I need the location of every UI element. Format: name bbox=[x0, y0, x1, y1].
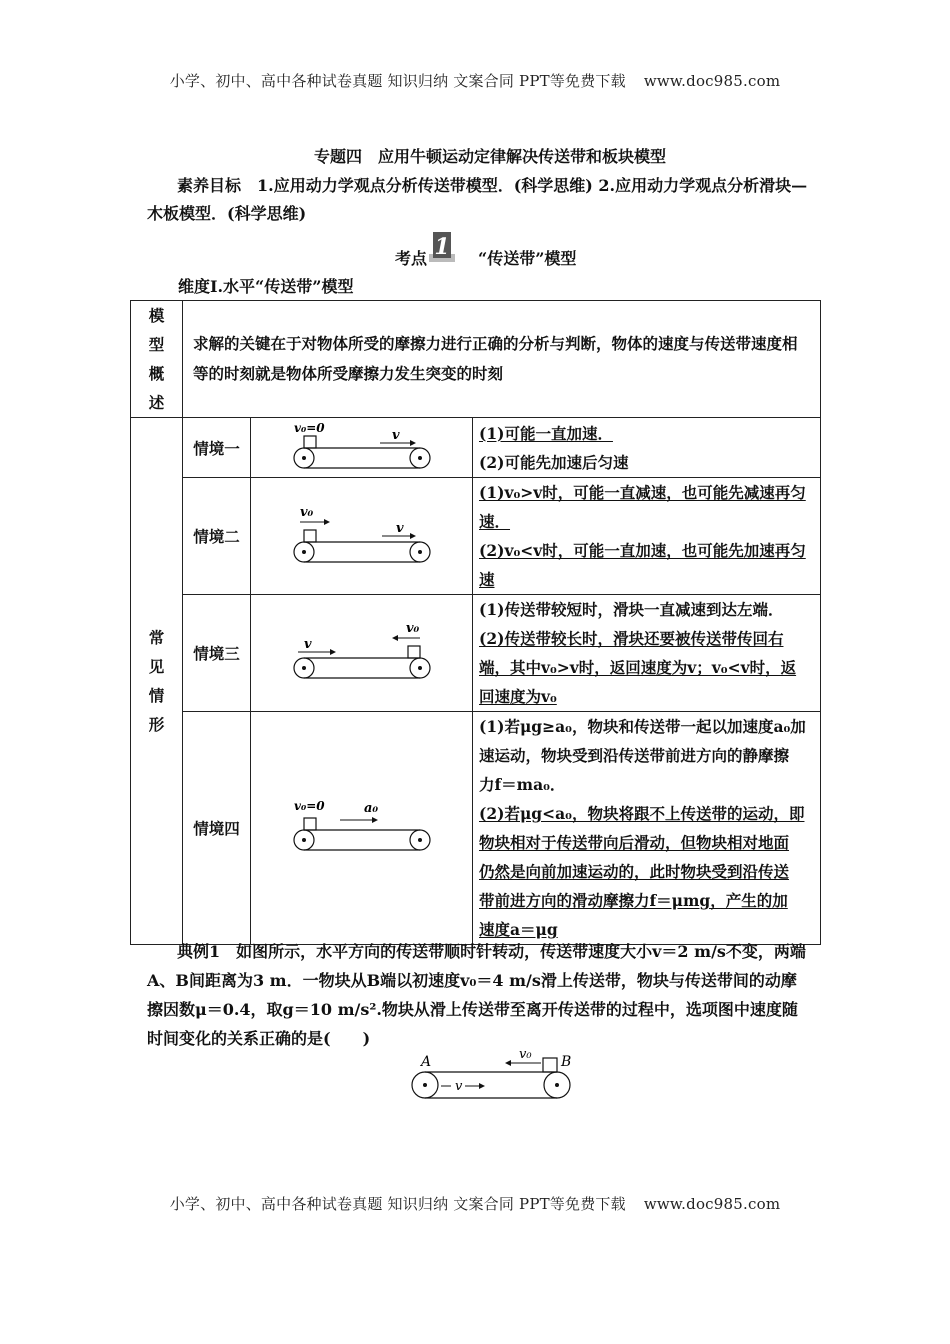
learning-goals: 素养目标 1.应用动力学观点分析传送带模型．(科学思维) 2.应用动力学观点分析滑块—木板模型．(科学思维) bbox=[147, 176, 808, 223]
scenario-name: 情境二 bbox=[183, 478, 251, 595]
scenario-text: (1)若μg≥a₀，物块和传送带一起以加速度a₀加 速运动，物块受到沿传送带前进方向的静摩擦 力f＝ma₀． (2)若μg<a₀，物块将跟不上传送带的运动，即 物块相对于传送带向后滑动，但物块相对地面 仍然是向前加速运动的，此时物块受到沿传送 带前进方向的滑动摩擦力f＝μmg，产生的加 速度a＝μg bbox=[473, 712, 821, 945]
scenario-row bbox=[131, 712, 821, 945]
weidu-heading: 维度Ⅰ.水平“传送带”模型 bbox=[178, 277, 354, 296]
example-question: 典例1 如图所示，水平方向的传送带顺时针转动，传送带速度大小v＝2 m/s不变，两端A、B间距离为3 m．一物块从B端以初速度v₀＝4 m/s滑上传送带，物块与传送带间的动摩擦因数μ＝0.4，取g＝10 m/s².物块从滑上传送带至离开传送带的过程中，选项图中速度随时间变化的关系正确的是( ) bbox=[147, 942, 806, 1048]
belt-velocity-label: v bbox=[395, 521, 404, 536]
block bbox=[304, 818, 316, 830]
arrow-right-icon bbox=[410, 533, 416, 539]
scenario-figure bbox=[251, 418, 473, 478]
acceleration-label: a₀ bbox=[363, 801, 378, 816]
end-a-label: A bbox=[421, 1054, 432, 1070]
arrow-right-icon bbox=[324, 519, 330, 525]
page-footer bbox=[0, 1193, 950, 1214]
kaodian-number-badge bbox=[427, 232, 455, 264]
scenario-name: 情境一 bbox=[183, 418, 251, 478]
arrow-right-icon bbox=[330, 649, 336, 655]
scenario-text: (1)传送带较短时，滑块一直减速到达左端． (2)传送带较长时，滑块还要被传送带传回右 端，其中v₀>v时，返回速度为v；v₀<v时，返 回速度为v₀ bbox=[473, 595, 821, 712]
arrow-right-icon bbox=[410, 440, 416, 446]
kaodian-number: 1 bbox=[434, 234, 450, 260]
kaodian-prefix: 考点 bbox=[395, 249, 428, 268]
arrow-left-icon bbox=[505, 1060, 511, 1066]
belt-velocity-label: v bbox=[455, 1079, 463, 1094]
end-b-label: B bbox=[561, 1054, 572, 1070]
common-label: 常 见 情 形 bbox=[131, 418, 183, 945]
page-header bbox=[0, 70, 950, 91]
belt-velocity-label: v bbox=[303, 637, 312, 652]
scenario-figure bbox=[251, 595, 473, 712]
conveyor-diagram-3 bbox=[292, 620, 432, 682]
scenario-row bbox=[131, 478, 821, 595]
arrow-right-icon bbox=[372, 817, 378, 823]
scenario-figure bbox=[251, 478, 473, 595]
scenario-row bbox=[131, 595, 821, 712]
v0-zero-label: v₀=0 bbox=[293, 799, 325, 813]
conveyor-model-table bbox=[130, 300, 821, 945]
footer-text: 小学、初中、高中各种试卷真题 知识归纳 文案合同 PPT等免费下载 bbox=[169, 1195, 626, 1213]
arrow-right-icon bbox=[479, 1083, 485, 1089]
overview-row bbox=[131, 301, 821, 418]
v0-label: v₀ bbox=[519, 1047, 532, 1062]
block bbox=[304, 530, 316, 542]
block bbox=[543, 1058, 557, 1072]
conveyor-diagram-2 bbox=[292, 502, 432, 566]
block bbox=[304, 436, 316, 448]
scenario-name: 情境四 bbox=[183, 712, 251, 945]
conveyor-diagram-4 bbox=[292, 798, 432, 854]
header-text: 小学、初中、高中各种试卷真题 知识归纳 文案合同 PPT等免费下载 bbox=[169, 72, 626, 90]
arrow-left-icon bbox=[392, 635, 398, 641]
footer-url[interactable]: www.doc985.com bbox=[643, 1195, 781, 1213]
scenario-name: 情境三 bbox=[183, 595, 251, 712]
scenario-text: (1)v₀>v时，可能一直减速，也可能先减速再匀 速． (2)v₀<v时，可能一直加速，也可能先加速再匀 速 bbox=[473, 478, 821, 595]
example-conveyor-diagram bbox=[407, 1046, 577, 1102]
v0-zero-label: v₀=0 bbox=[293, 420, 325, 435]
scenario-row bbox=[131, 418, 821, 478]
scenario-text: (1)可能一直加速． (2)可能先加速后匀速 bbox=[473, 418, 821, 478]
overview-text: 求解的关键在于对物体所受的摩擦力进行正确的分析与判断，物体的速度与传送带速度相等的时刻就是物体所受摩擦力发生突变的时刻 bbox=[183, 301, 821, 418]
v0-label: v₀ bbox=[299, 505, 313, 520]
v0-label: v₀ bbox=[405, 621, 419, 636]
kaodian-name: “传送带”模型 bbox=[478, 249, 577, 268]
overview-label: 模 型 概 述 bbox=[131, 301, 183, 418]
belt-velocity-label: v bbox=[391, 427, 400, 443]
scenario-figure bbox=[251, 712, 473, 945]
block bbox=[408, 646, 420, 658]
page-title: 专题四 应用牛顿运动定律解决传送带和板块模型 bbox=[313, 147, 666, 166]
conveyor-diagram-1 bbox=[292, 420, 432, 472]
header-url[interactable]: www.doc985.com bbox=[643, 72, 781, 90]
